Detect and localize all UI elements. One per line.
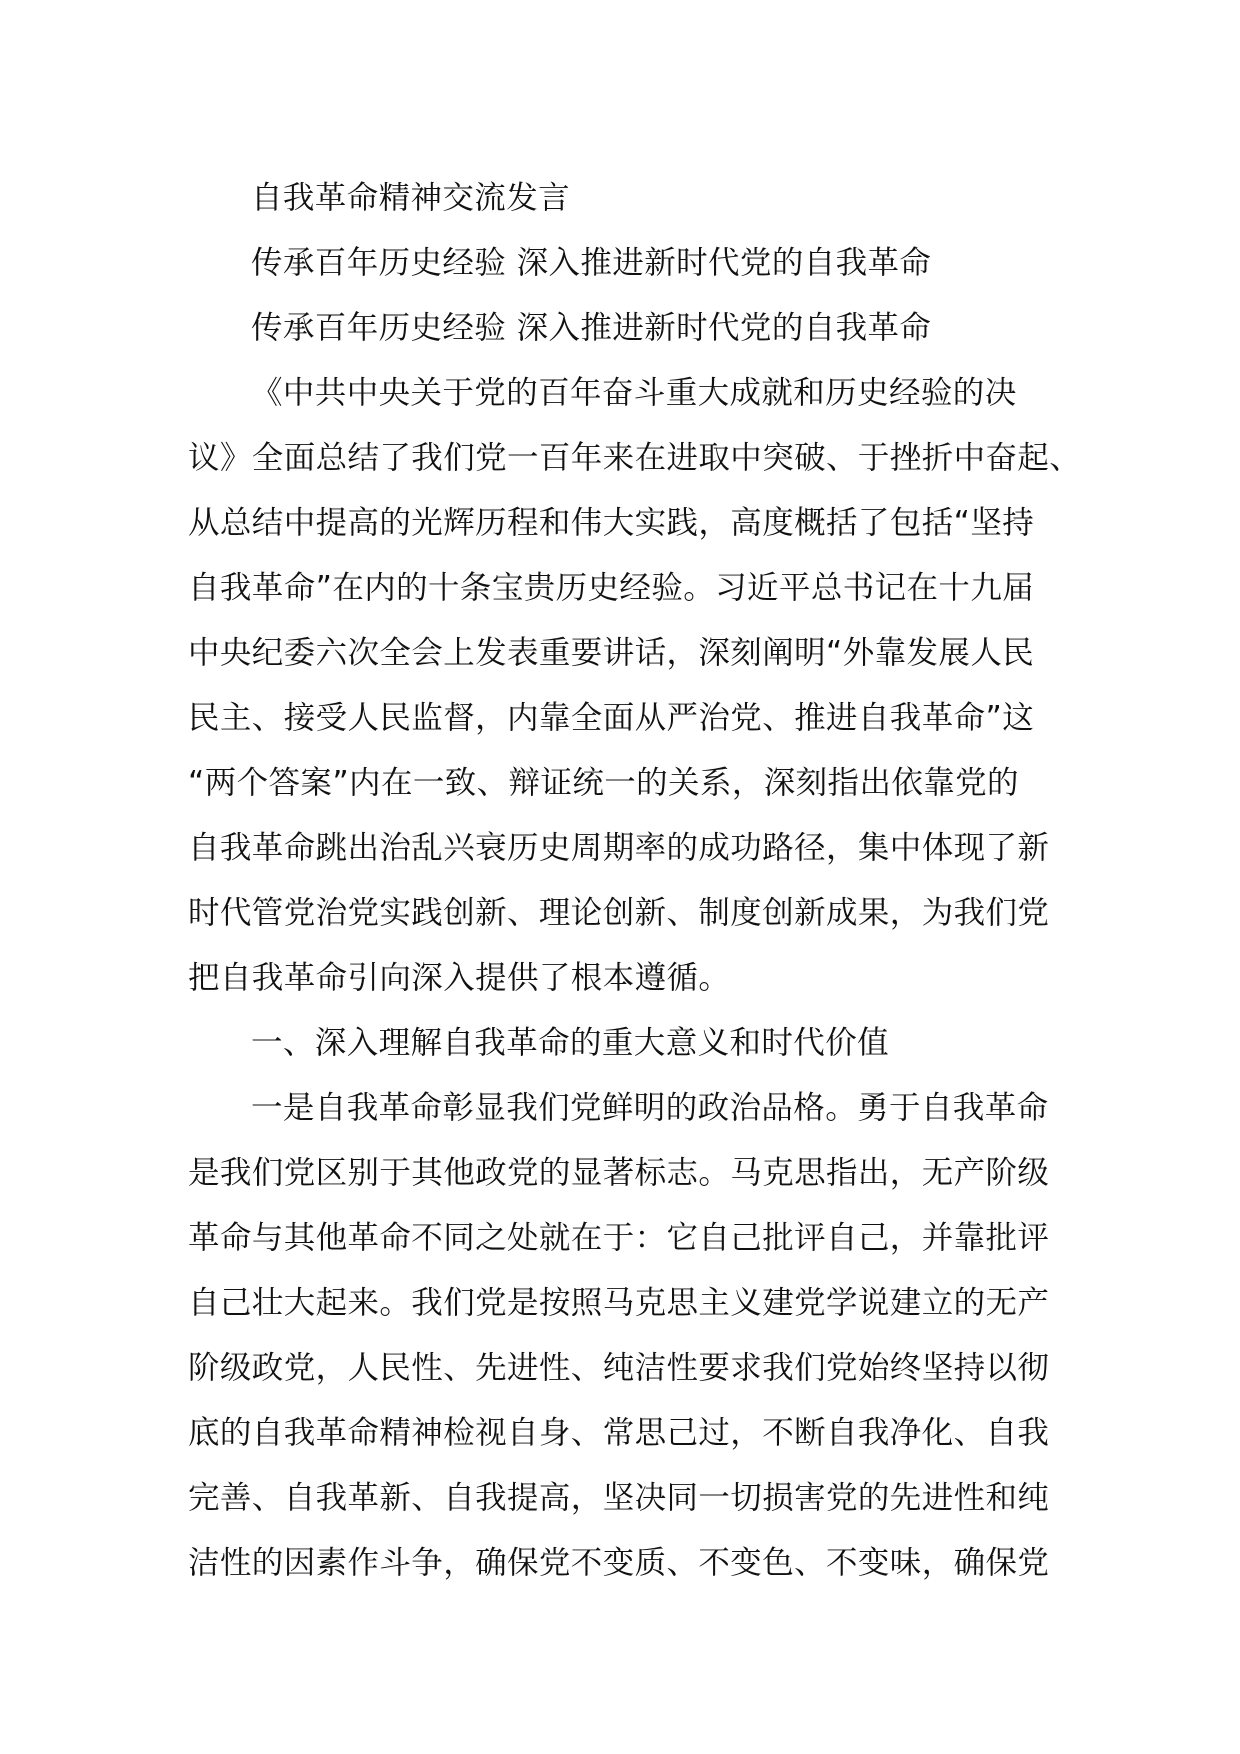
paragraph-line: 把自我革命引向深入提供了根本遵循。 [188,960,731,996]
paragraph-intro [188,361,1082,1011]
paragraph-line: 中央纪委六次全会上发表重要讲话，深刻阐明“外靠发展人民 [188,635,1035,671]
paragraph-line: 完善、自我革新、自我提高，坚决同一切损害党的先进性和纯 [188,1480,1050,1516]
paragraph-line: 从总结中提高的光辉历程和伟大实践，高度概括了包括“坚持 [188,505,1035,541]
section-heading: 一、深入理解自我革命的重大意义和时代价值 [251,1025,890,1061]
document-subtitle-repeat: 传承百年历史经验 深入推进新时代党的自我革命 [251,310,932,346]
paragraph-line: 自己壮大起来。我们党是按照马克思主义建党学说建立的无产 [188,1285,1050,1321]
paragraph-section-one [188,1076,1056,1596]
paragraph-line: 底的自我革命精神检视自身、常思己过，不断自我净化、自我 [188,1415,1050,1451]
document-body [188,166,1082,1596]
document-subtitle: 传承百年历史经验 深入推进新时代党的自我革命 [251,245,932,281]
paragraph-line: 《中共中央关于党的百年奋斗重大成就和历史经验的决 [251,375,1017,411]
paragraph-line: 阶级政党，人民性、先进性、纯洁性要求我们党始终坚持以彻 [188,1350,1050,1386]
paragraph-line: 民主、接受人民监督，内靠全面从严治党、推进自我革命”这 [188,700,1035,736]
paragraph-line: 是我们党区别于其他政党的显著标志。马克思指出，无产阶级 [188,1155,1050,1191]
paragraph-line: 自我革命”在内的十条宝贵历史经验。习近平总书记在十九届 [188,570,1035,606]
paragraph-line: 革命与其他革命不同之处就在于：它自己批评自己，并靠批评 [188,1220,1050,1256]
document-title: 自我革命精神交流发言 [251,180,571,216]
paragraph-line: “两个答案”内在一致、辩证统一的关系，深刻指出依靠党的 [188,765,1019,801]
paragraph-line: 洁性的因素作斗争，确保党不变质、不变色、不变味，确保党 [188,1545,1050,1581]
paragraph-line: 一是自我革命彰显我们党鲜明的政治品格。勇于自我革命 [251,1090,1049,1126]
paragraph-line: 时代管党治党实践创新、理论创新、制度创新成果，为我们党 [188,895,1050,931]
paragraph-line: 自我革命跳出治乱兴衰历史周期率的成功路径，集中体现了新 [188,830,1050,866]
paragraph-line: 议》全面总结了我们党一百年来在进取中突破、于挫折中奋起、 [188,440,1082,476]
